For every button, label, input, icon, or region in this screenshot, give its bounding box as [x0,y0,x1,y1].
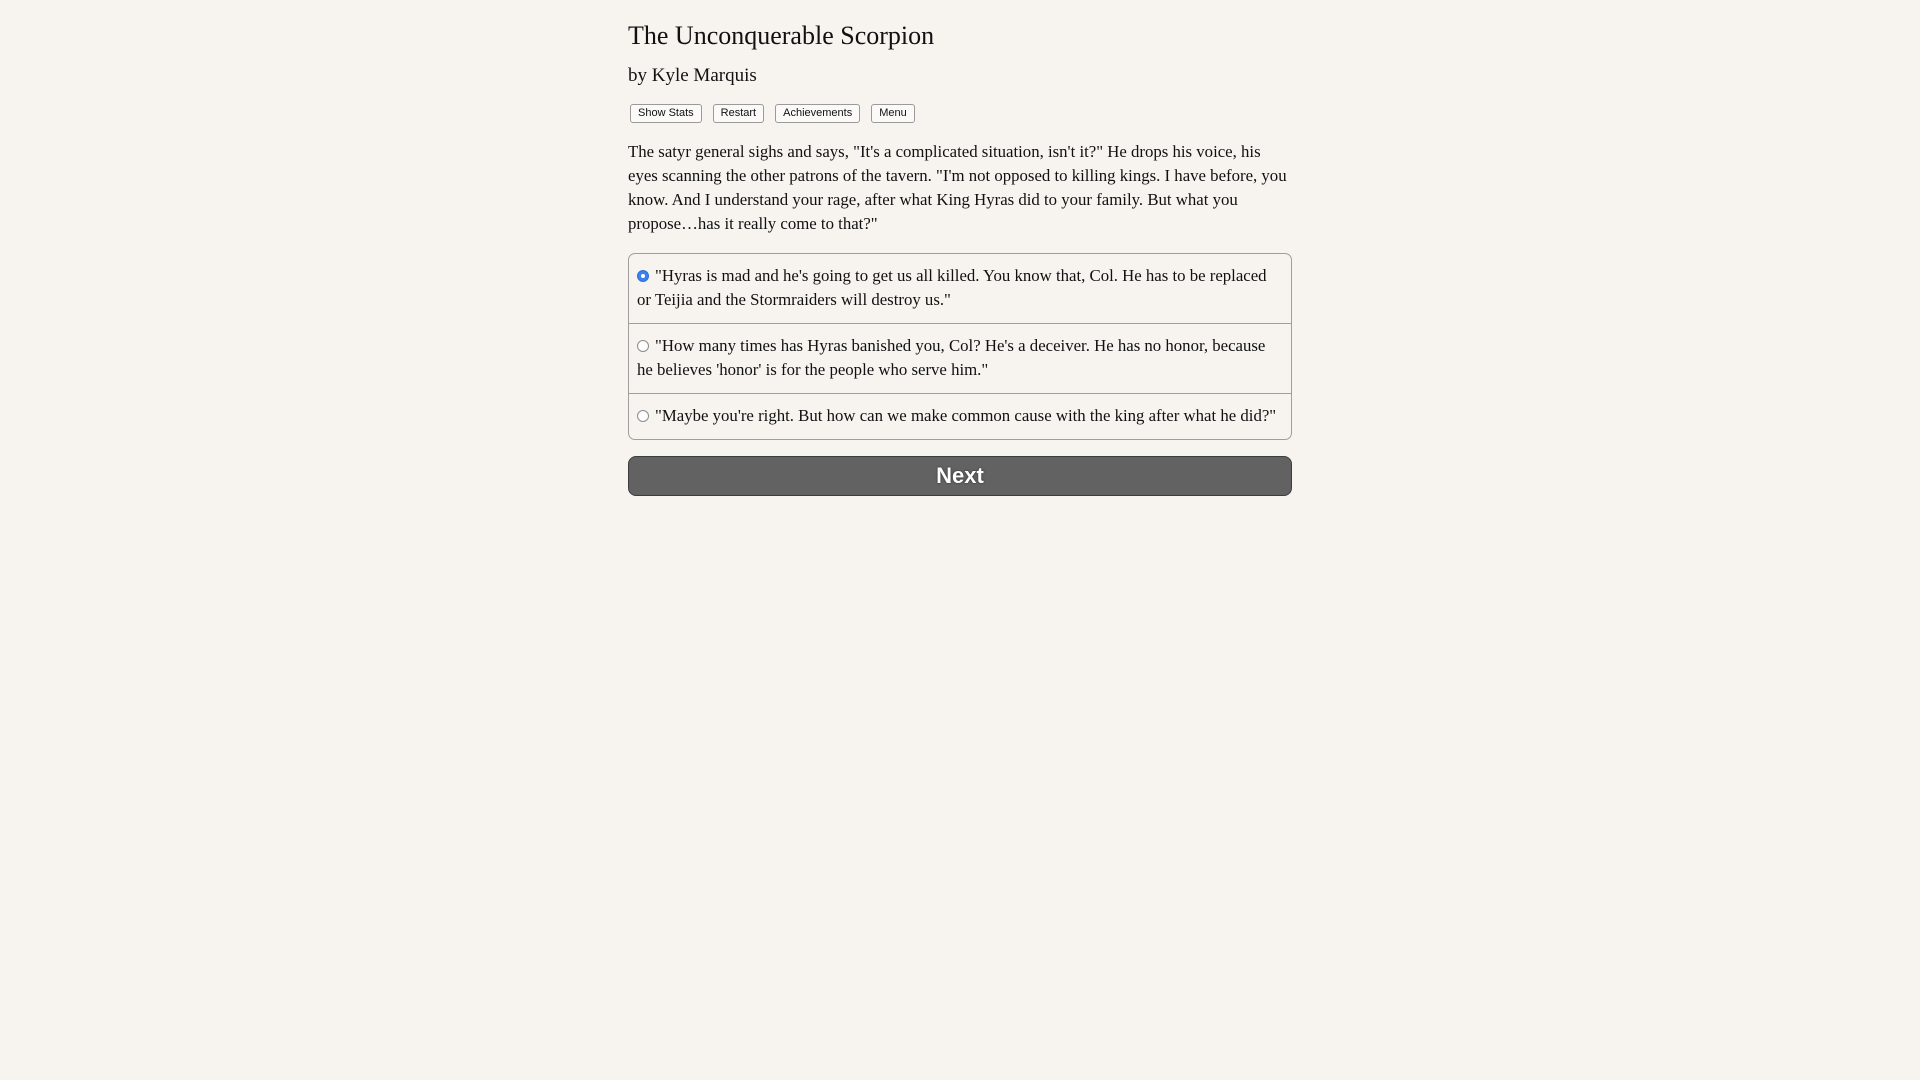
game-title: The Unconquerable Scorpion [628,21,935,50]
achievements-button[interactable]: Achievements [775,104,860,123]
radio-button[interactable] [637,340,649,352]
choice-option-1[interactable] [629,254,1291,323]
radio-button[interactable] [637,270,649,282]
choice-list [628,253,1292,440]
story-passage: The satyr general sighs and says, "It's a complicated situation, isn't it?" He drops his voice, his eyes scanning the other patrons of the tavern. "I'm not opposed to killing kings. I have before, you know. And I understand your rage, after what King Hyras did to your family. But what you propose…has it really come to that?" [628,142,1287,233]
show-stats-button[interactable]: Show Stats [630,104,702,123]
choice-option-2[interactable] [629,323,1291,393]
choice-option-3[interactable] [629,393,1291,439]
choice-label: "How many times has Hyras banished you, Col? He's a deceiver. He has no honor, because he believes 'honor' is for the people who serve him." [637,336,1266,379]
author-line: by Kyle Marquis [628,65,757,86]
choice-label: "Maybe you're right. But how can we make common cause with the king after what he did?" [655,406,1277,425]
toolbar [628,104,1292,123]
restart-button[interactable]: Restart [713,104,764,123]
game-container [628,18,1292,496]
choice-label: "Hyras is mad and he's going to get us all killed. You know that, Col. He has to be replaced or Teijia and the Stormraiders will destroy us." [637,266,1267,309]
next-button[interactable]: Next [628,456,1292,496]
menu-button[interactable]: Menu [871,104,915,123]
radio-button[interactable] [637,410,649,422]
